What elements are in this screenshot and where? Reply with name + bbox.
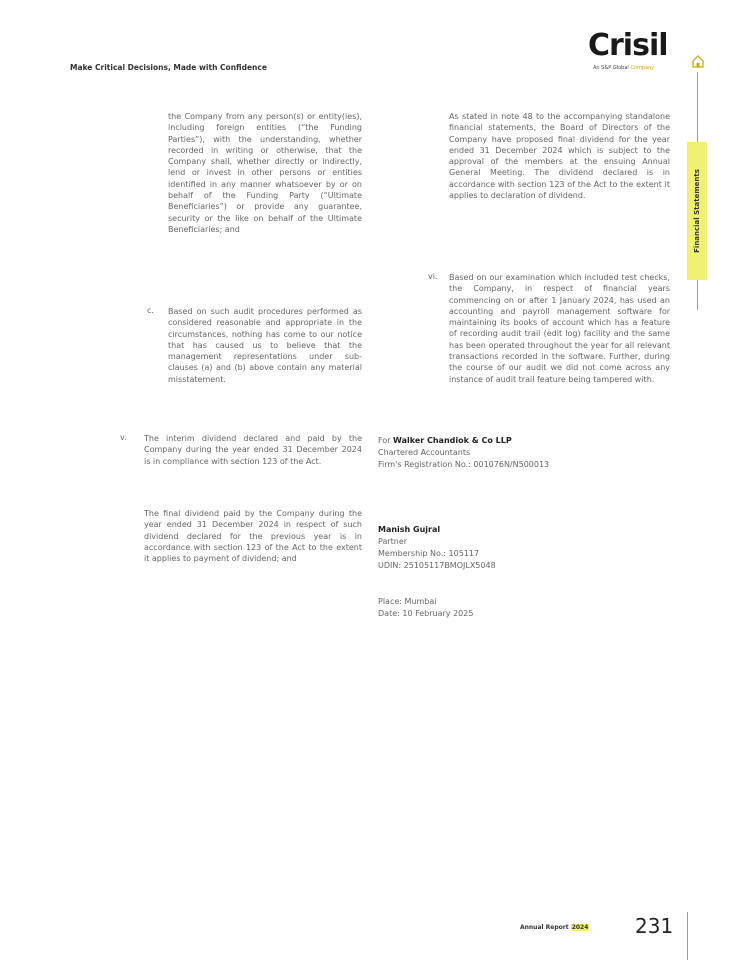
signature-name (378, 524, 440, 535)
logo-subtitle-prefix: An S&P Global (593, 65, 629, 71)
signature-firm-line (378, 435, 512, 446)
signature-for: For (378, 436, 391, 445)
item-v-text: The interim dividend declared and paid by the Company during the year ended 31 December 2024 is in compliance with section 123 of the Act. (144, 434, 362, 466)
signature-membership: Membership No.: 105117 (378, 549, 480, 558)
item-vi-marker: vi. (428, 272, 438, 281)
signature-firm-reg: Firm's Registration No.: 001076N/N500013 (378, 460, 550, 469)
signature-name-text: Manish Gujral (378, 525, 441, 534)
footer-report-text: Annual Report (520, 924, 569, 931)
side-rule-bottom (697, 280, 698, 310)
header-tagline: Make Critical Decisions, Made with Confidence (70, 63, 267, 72)
crisil-logo: Crisil (588, 28, 668, 63)
right-paragraph-1: As stated in note 48 to the accompanying standalone financial statements, the Board of Directors of the Company have proposed final dividend for the year ended 31 December 2024 which is subject to the approval of the members at the ensuing Annual General Meeting. The dividend declared is in accordance with section 123 of the Act to the extent it applies to declaration of dividend. (449, 112, 670, 201)
section-tab-financial-statements[interactable] (687, 142, 707, 280)
signature-role: Chartered Accountants (378, 448, 471, 457)
left-paragraph-1: the Company from any person(s) or entity(ies), including foreign entities (“the Funding Parties”), with the understanding, whether recorded in writing or otherwise, that the Company shall, whether directly or indirectly, lend or invest in other persons or entities identified in any manner whatsoever by or on behalf of the Funding Party (“Ultimate Beneficiaries”) or provide any guarantee, security or the like on behalf of the Ultimate Beneficiaries; and (168, 112, 362, 234)
signature-place: Place: Mumbai (378, 597, 437, 606)
signature-udin: UDIN: 25105117BMOJLX5048 (378, 561, 496, 570)
logo-subtitle (593, 65, 654, 71)
left-paragraph-final: The final dividend paid by the Company during the year ended 31 December 2024 in respect of such dividend declared for the previous year is in accordance with section 123 of the Act to the extent it applies to payment of dividend; and (144, 509, 362, 564)
signature-date: Date: 10 February 2025 (378, 609, 474, 618)
item-vi-text: Based on our examination which included test checks, the Company, in respect of financial years commencing on or after 1 January 2024, has used an accounting and payroll management software for maintaining its books of account which has a feature of recording audit trail (edit log) facility and the same has been operated throughout the year for all relevant transactions recorded in the software. Further, during the course of our audit we did not come across any instance of audit trail feature being tampered with. (449, 273, 670, 384)
item-c-marker: c. (147, 306, 154, 315)
footer-rule (687, 912, 688, 960)
item-v-marker: v. (120, 433, 127, 442)
footer-report-label (520, 924, 589, 931)
item-c-text: Based on such audit procedures performed as considered reasonable and appropriate in the circumstances, nothing has come to our notice that has caused us to believe that the management representations under sub-clauses (a) and (b) above contain any material misstatement. (168, 307, 362, 384)
side-rule-top (697, 72, 698, 142)
page-number: 231 (635, 914, 674, 938)
signature-firm: Walker Chandiok & Co LLP (393, 436, 512, 445)
signature-title: Partner (378, 537, 408, 546)
logo-subtitle-accent: Company (630, 65, 655, 71)
home-icon[interactable] (691, 54, 705, 68)
section-tab-label: Financial Statements (693, 169, 701, 253)
footer-year: 2024 (571, 924, 589, 931)
